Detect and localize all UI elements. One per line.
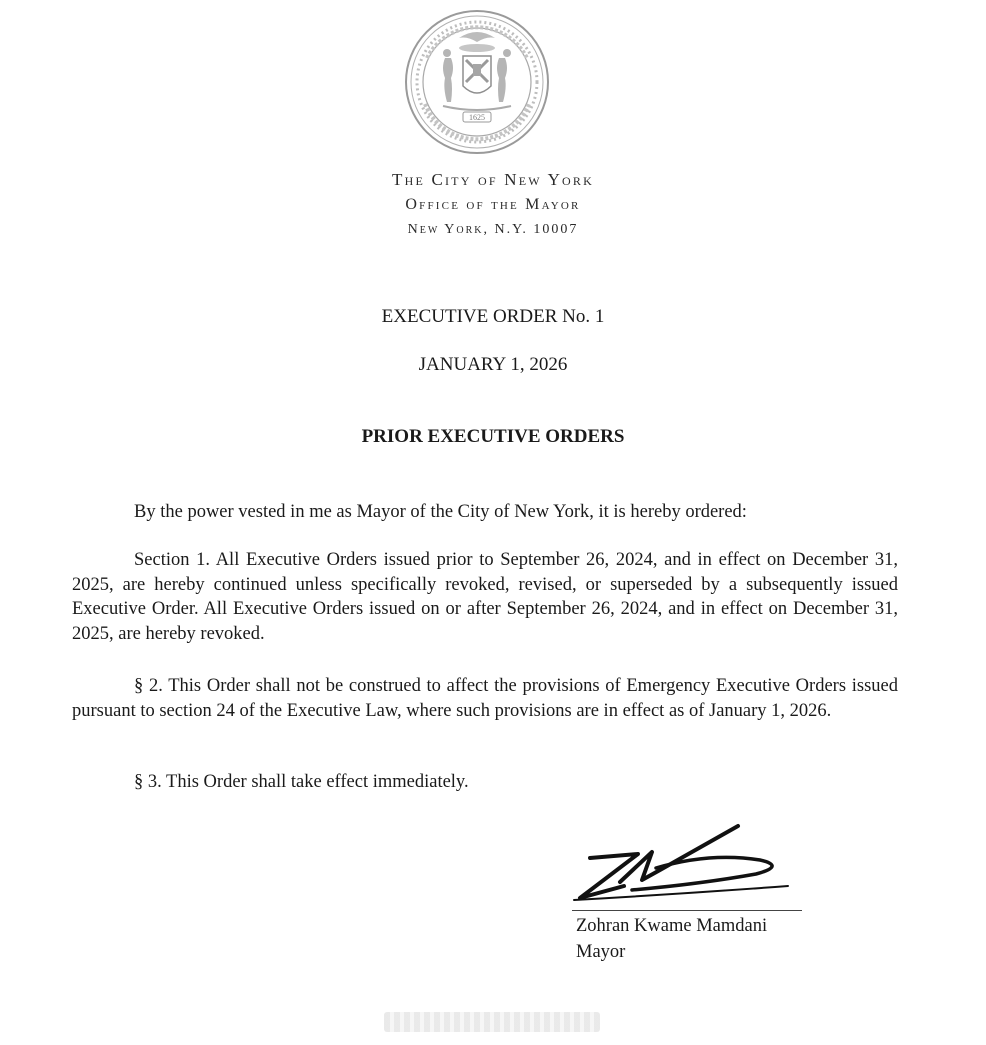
letterhead-city: The City of New York bbox=[392, 170, 594, 189]
order-date: JANUARY 1, 2026 bbox=[418, 354, 568, 375]
svg-text:1625: 1625 bbox=[469, 113, 485, 122]
signature-line bbox=[572, 910, 802, 911]
order-number: EXECUTIVE ORDER No. 1 bbox=[381, 306, 605, 327]
order-section-3: § 3. This Order shall take effect immediately. bbox=[134, 772, 469, 792]
watermark-bar bbox=[384, 1012, 600, 1032]
order-intro: By the power vested in me as Mayor of the City of New York, it is hereby ordered: bbox=[134, 502, 747, 522]
letterhead-office: Office of the Mayor bbox=[405, 196, 581, 213]
handwritten-signature-icon bbox=[560, 820, 810, 912]
order-section-2: § 2. This Order shall not be construed to affect the provisions of Emergency Executive Orders issued pursuant to section 24 of the Executive Law, where such provisions are in effect as of January 1, 2026. bbox=[72, 676, 898, 721]
city-seal-icon bbox=[403, 8, 551, 156]
order-section-1: Section 1. All Executive Orders issued prior to September 26, 2024, and in effect on December 31, 2025, are hereby continued unless specifically revoked, revised, or superseded by a subsequently issued Executive Order. All Executive Orders issued on or after September 26, 2024, and in effect on December 31, 2025, are hereby revoked. bbox=[72, 550, 898, 644]
letterhead-address: New York, N.Y. 10007 bbox=[407, 222, 579, 237]
signer-title: Mayor bbox=[576, 942, 626, 962]
order-title: PRIOR EXECUTIVE ORDERS bbox=[361, 426, 625, 447]
signer-name: Zohran Kwame Mamdani bbox=[576, 916, 768, 936]
